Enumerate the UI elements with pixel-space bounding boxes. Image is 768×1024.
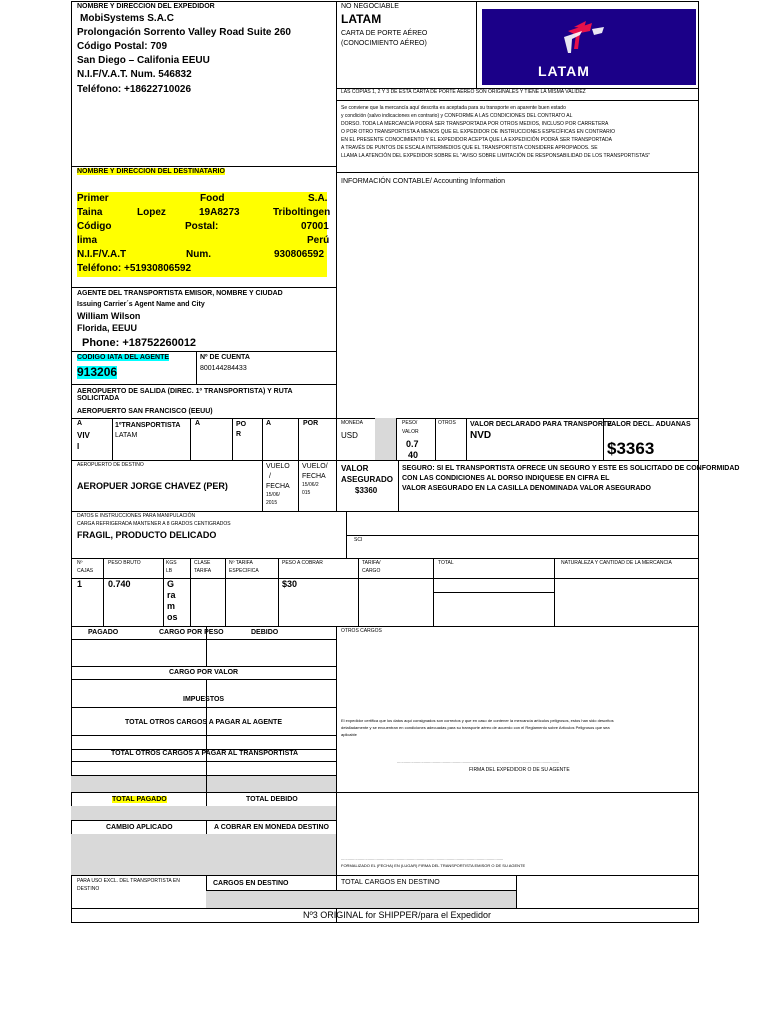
- doc-type-sub: (CONOCIMIENTO AÉREO): [341, 40, 427, 47]
- shipper-name: MobiSystems S.A.C: [80, 13, 174, 24]
- divider: [466, 418, 467, 460]
- divider: [163, 558, 164, 626]
- latam-logo-text: LATAM: [538, 63, 590, 79]
- weight-charge-label: CARGO POR PESO: [159, 629, 224, 636]
- divider: [71, 639, 336, 640]
- cargo-header: PESO A COBRAR: [282, 560, 323, 566]
- consignee-text: Taina: [77, 207, 103, 218]
- divider: [71, 908, 699, 909]
- carrier-use-label-2: DESTINO: [77, 886, 100, 892]
- prepaid-label: PAGADO: [88, 629, 119, 636]
- agent-name: William Wilson: [77, 311, 141, 321]
- divider: [206, 890, 516, 891]
- total-agent-label: TOTAL OTROS CARGOS A PAGAR AL AGENTE: [125, 719, 282, 726]
- divider: [336, 626, 337, 923]
- divider: [71, 666, 336, 667]
- shipper-postal: Código Postal: 709: [77, 41, 168, 52]
- consignee-text: Postal:: [185, 221, 219, 232]
- destination-airport: AEROPUER JORGE CHAVEZ (PER): [77, 481, 228, 491]
- flight-date-value: 15/06/2: [302, 482, 319, 488]
- declared-customs-value: $3363: [607, 439, 655, 458]
- divider: [71, 792, 699, 793]
- currency-label: MONEDA: [341, 420, 363, 426]
- divider: [336, 100, 699, 101]
- dest-charges-label: CARGOS EN DESTINO: [213, 880, 289, 887]
- route-by-3: POR: [303, 420, 319, 427]
- divider: [298, 460, 299, 511]
- insured-label: VALOR: [341, 464, 369, 473]
- flight-date-label: /: [269, 473, 271, 480]
- consignee-text: 07001: [301, 221, 329, 232]
- cargo-header: Nº: [77, 560, 83, 566]
- insured-label-2: ASEGURADO: [341, 475, 394, 484]
- shipper-vat: N.I.F/V.A.T. Num. 546832: [77, 69, 192, 80]
- copies-notice: LAS COPIAS 1, 2 Y 3 DE ESTA CARTA DE PORTE AÉREO SON ORIGINALES Y TIENE LA MISMA VALIDEZ: [341, 89, 586, 95]
- departure-airport: AEROPUERTO SAN FRANCISCO (EEUU): [77, 408, 213, 415]
- execution-label: FORMALIZADO EL (FECHA) EN (LUGAR) FIRMA DEL TRANSPORTISTA EMISOR O DE SU AGENTE: [341, 863, 526, 868]
- shipper-city: San Diego – Califonia EEUU: [77, 55, 210, 66]
- consignee-text: N.I.F/V.A.T: [77, 249, 127, 260]
- conditions-line: EN EL PRESENTE CONOCIMIENTO Y EL EXPEDIDOR ACEPTA QUE LA EXPEDICIÓN PODRÁ SER TRANSPORTADA: [341, 137, 612, 143]
- shaded-cell: [206, 890, 336, 908]
- shaded-cell: [71, 775, 336, 792]
- divider: [71, 460, 699, 461]
- others-label: OTROS: [438, 420, 456, 426]
- flight-date-value: 15/06/: [266, 492, 280, 498]
- cargo-unit: os: [167, 612, 178, 622]
- conditions-line: Se conviene que la mercancía aquí descrita es aceptada para su transporte en aparente buen estado: [341, 105, 566, 111]
- divider: [358, 558, 359, 626]
- conditions-line: A TRAVÉS DE PUNTOS DE ESCALA INTERMEDIOS QUE EL TRANSPORTISTA CONSIDERE APROPIADOS. SE: [341, 145, 598, 151]
- divider: [71, 384, 336, 385]
- currency-value: USD: [341, 431, 358, 440]
- consignee-text: Lopez: [137, 207, 166, 218]
- total-prepaid-label: TOTAL PAGADO: [112, 796, 167, 803]
- cargo-header: Nº TARIFA: [229, 560, 253, 566]
- first-carrier-value: LATAM: [115, 432, 138, 439]
- route-by-2: R: [236, 431, 242, 438]
- collect-currency-label: A COBRAR EN MONEDA DESTINO: [214, 824, 329, 831]
- divider: [71, 626, 699, 627]
- divider: [435, 418, 436, 460]
- divider: [476, 1, 477, 88]
- declared-transport-value: NVD: [470, 430, 492, 441]
- footer-copy-label: Nº3 ORIGINAL for SHIPPER/para el Expedidor: [303, 910, 492, 920]
- weight-value-label: PESO/: [402, 420, 418, 426]
- agent-city: Florida, EEUU: [77, 323, 138, 333]
- conditions-line: y condición (salvo indicaciones en contrario) y CONFORME A LAS CONDICIONES DEL CONTRATO AL: [341, 113, 573, 119]
- exchange-label: CAMBIO APLICADO: [106, 824, 173, 831]
- divider: [336, 1, 337, 460]
- divider: [225, 558, 226, 626]
- certification-text: detalladamente y se encuentran en condiciones adecuadas para su transporte aéreo de acuerdo con el Reglamento sobre Artículos Peligrosos que sea: [341, 725, 610, 730]
- divider: [278, 558, 279, 626]
- insurance-text: CON LAS CONDICIONES AL DORSO INDIQUESE EN CIFRA EL: [402, 475, 610, 482]
- divider: [190, 418, 191, 460]
- consignee-text: S.A.: [308, 193, 328, 204]
- conditions-line: LLAMA LA ATENCIÓN DEL EXPEDIDOR SOBRE EL "AVISO SOBRE LIMITACIÓN DE RESPONSABILIDAD DE LOS TRANSPORTISTAS": [341, 153, 651, 159]
- agent-sub: Issuing Carrier´s Agent Name and City: [77, 301, 205, 308]
- divider: [232, 418, 233, 460]
- cargo-header: CARGO: [362, 568, 381, 574]
- declared-customs-label: VALOR DECL. ADUANAS: [607, 421, 691, 428]
- consignee-text: Primer: [77, 193, 109, 204]
- shaded-cell: [375, 418, 396, 460]
- insured-value: $3360: [355, 486, 378, 495]
- cargo-unit: G: [167, 579, 175, 589]
- weight-value: 0.7: [406, 439, 419, 449]
- flight-date-label: FECHA: [302, 473, 326, 480]
- latam-logo: [482, 9, 696, 85]
- flight-date-label: VUELO/: [302, 463, 328, 470]
- cargo-unit: ra: [167, 590, 176, 600]
- route-to-3: A: [266, 420, 272, 427]
- account-heading: Nº DE CUENTA: [200, 354, 250, 361]
- flight-date-value: 2015: [266, 500, 278, 506]
- divider: [71, 679, 336, 680]
- route-to: A: [77, 420, 83, 427]
- consignee-heading: NOMBRE Y DIRECCION DEL DESTINATARIO: [77, 168, 225, 175]
- divider: [71, 761, 336, 762]
- divider: [71, 287, 336, 288]
- other-charges-label: OTROS CARGOS: [341, 628, 382, 634]
- signature-dots: ..................................................................................................................................................: [397, 759, 560, 764]
- route-to-2: A: [195, 420, 201, 427]
- iata-heading: CODIGO IATA DEL AGENTE: [77, 354, 170, 361]
- divider: [71, 558, 699, 559]
- departure-heading: AEROPUERTO DE SALIDA (DIREC. 1º TRANSPORTISTA) Y RUTA SOLICITADA: [77, 388, 293, 403]
- divider: [396, 418, 397, 460]
- first-carrier-label: 1ºTRANSPORTISTA: [115, 422, 181, 429]
- not-negotiable: NO NEGOCIABLE: [341, 3, 399, 10]
- divider: [336, 460, 337, 511]
- consignee-text: Triboltingen: [273, 207, 331, 218]
- shaded-cell: [71, 834, 336, 875]
- flight-date-label: VUELO: [266, 463, 290, 470]
- shipper-address: Prolongación Sorrento Valley Road Suite 260: [77, 27, 291, 38]
- cargo-gross-weight: 0.740: [108, 579, 131, 589]
- divider: [190, 558, 191, 626]
- carrier-use-label: PARA USO EXCL. DEL TRANSPORTISTA EN: [77, 878, 180, 884]
- divider: [71, 166, 336, 167]
- insurance-text: SEGURO: SI EL TRANSPORTISTA OFRECE UN SEGURO Y ESTE ES SOLICITADO DE CONFORMIDAD: [402, 465, 740, 472]
- sci-label: SCI: [354, 537, 363, 543]
- handling-line: CARGA REFRIGERADA MANTENER A 8 GRADOS CENTIGRADOS: [77, 521, 231, 527]
- cargo-header: NATURALEZA Y CANTIDAD DE LA MERCANCIA: [561, 560, 672, 566]
- valuation-label: CARGO POR VALOR: [169, 669, 239, 676]
- cargo-header: KGS: [166, 560, 177, 566]
- handling-heading: DATOS E INSTRUCCIONES PARA MANIPULACIÓN: [77, 513, 196, 519]
- tax-label: IMPUESTOS: [183, 696, 225, 703]
- iata-code: 913206: [77, 365, 118, 379]
- destination-heading: AEROPUERTO DE DESTINO: [77, 462, 144, 468]
- divider: [554, 558, 555, 626]
- accounting-info: INFORMACIÓN CONTABLE/ Accounting Information: [341, 178, 506, 185]
- cargo-header: CAJAS: [77, 568, 94, 574]
- shaded-cell: [336, 890, 516, 908]
- cargo-header: ESPECIFICA: [229, 568, 259, 574]
- flight-date-label: FECHA: [266, 483, 290, 490]
- weight-value-label-2: VALOR: [402, 429, 419, 435]
- divider: [112, 418, 113, 460]
- cargo-charge: $30: [282, 579, 298, 589]
- divider: [71, 578, 699, 579]
- route-by: PO: [236, 421, 247, 428]
- shipper-heading: NOMBRE Y DIRECCION DEL EXPEDIDOR: [77, 3, 215, 10]
- cargo-header: TARIFA/: [362, 560, 381, 566]
- cargo-pieces: 1: [77, 579, 83, 589]
- divider: [71, 351, 336, 352]
- route-via-2: I: [77, 442, 80, 451]
- divider: [298, 418, 299, 460]
- total-dest-label: TOTAL CARGOS EN DESTINO: [341, 879, 440, 886]
- divider: [71, 707, 336, 708]
- certification-text: aplicable: [341, 732, 357, 737]
- total-collect-label: TOTAL DEBIDO: [246, 796, 298, 803]
- divider: [103, 558, 104, 626]
- insurance-text: VALOR ASEGURADO EN LA CASILLA DENOMINADA VALOR ASEGURADO: [402, 485, 651, 492]
- divider: [262, 418, 263, 460]
- divider: [433, 592, 554, 593]
- cargo-header: PESO BRUTO: [108, 560, 141, 566]
- cargo-header: TARIFA: [194, 568, 212, 574]
- account-number: 800144284433: [200, 365, 247, 372]
- consignee-text: 930806592: [274, 249, 325, 260]
- divider: [516, 875, 517, 908]
- agent-phone: Phone: +18752260012: [82, 337, 197, 349]
- divider: [71, 875, 699, 876]
- declared-transport-label: VALOR DECLARADO PARA TRANSPORTE: [470, 421, 612, 428]
- consignee-phone: Teléfono: +51930806592: [77, 263, 192, 274]
- divider: [398, 460, 399, 511]
- conditions-line: O POR OTRO TRANSPORTISTA A MENOS QUE EL EXPEDIDOR DE INSTRUCCIONES ESPECÍFICAS EN CONTRARIO: [341, 129, 616, 135]
- divider: [336, 172, 699, 173]
- divider: [71, 775, 336, 776]
- certification-text: El expedidor certifica que los datos aquí consignados son correctos y que en caso de contener la mercancía artículos peligrosos, estos han sido descritos: [341, 718, 614, 723]
- shipper-phone: Teléfono: +18622710026: [77, 84, 192, 95]
- divider: [71, 735, 336, 736]
- consignee-text: 19A8273: [199, 207, 240, 218]
- agent-heading: AGENTE DEL TRANSPORTISTA EMISOR, NOMBRE Y CIUDAD: [77, 290, 283, 297]
- carrier-name: LATAM: [341, 12, 382, 26]
- divider: [262, 460, 263, 511]
- total-carrier-label: TOTAL OTROS CARGOS A PAGAR AL TRANSPORTISTA: [111, 750, 299, 757]
- divider: [346, 535, 699, 536]
- collect-label: DEBIDO: [251, 629, 279, 636]
- conditions-line: DORSO. TODA LA MERCANCÍA PODRÁ SER TRANSPORTADA POR OTROS MEDIOS, INCLUSO POR CARRETERA: [341, 121, 609, 127]
- consignee-text: lima: [77, 235, 98, 246]
- cargo-header: LB: [166, 568, 173, 574]
- doc-type: CARTA DE PORTE AÉREO: [341, 30, 428, 37]
- consignee-text: Perú: [307, 235, 330, 246]
- divider: [71, 511, 699, 512]
- signature-dots: ..................................................................................................................................................: [341, 856, 504, 861]
- consignee-text: Código: [77, 221, 112, 232]
- weight-value-2: 40: [408, 450, 419, 460]
- shaded-cell: [71, 806, 336, 820]
- divider: [196, 351, 197, 384]
- route-via: VIV: [77, 431, 90, 440]
- handling-fragile: FRAGIL, PRODUCTO DELICADO: [77, 530, 217, 540]
- flight-date-value: 015: [302, 490, 311, 496]
- consignee-text: Food: [200, 193, 225, 204]
- shipper-signature-label: FIRMA DEL EXPEDIDOR O DE SU AGENTE: [469, 767, 570, 773]
- cargo-unit: m: [167, 601, 176, 611]
- divider: [71, 820, 336, 821]
- cargo-header: CLASE: [194, 560, 211, 566]
- cargo-header: TOTAL: [438, 560, 454, 566]
- consignee-text: Num.: [186, 249, 211, 260]
